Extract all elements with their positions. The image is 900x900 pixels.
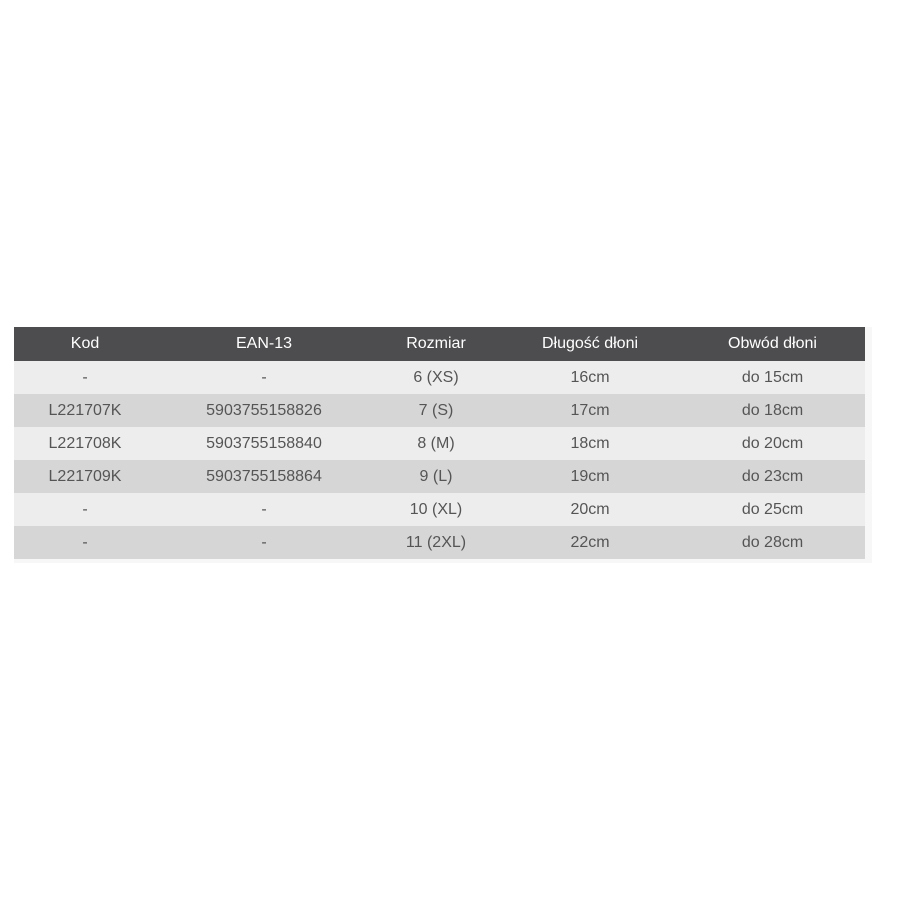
cell-rozmiar: 7 (S) [372, 394, 500, 427]
cell-ean: 5903755158840 [156, 427, 372, 460]
cell-dlugosc: 19cm [500, 460, 680, 493]
cell-obwod: do 23cm [680, 460, 865, 493]
cell-dlugosc: 17cm [500, 394, 680, 427]
cell-rozmiar: 8 (M) [372, 427, 500, 460]
cell-dlugosc: 20cm [500, 493, 680, 526]
cell-rozmiar: 11 (2XL) [372, 526, 500, 559]
cell-kod: - [14, 361, 156, 394]
cell-obwod: do 18cm [680, 394, 865, 427]
header-kod: Kod [14, 327, 156, 361]
cell-dlugosc: 18cm [500, 427, 680, 460]
header-dlugosc: Długość dłoni [500, 327, 680, 361]
size-table-container [14, 327, 872, 563]
cell-ean: - [156, 526, 372, 559]
table-row [14, 394, 865, 427]
cell-kod: L221708K [14, 427, 156, 460]
table-header-row [14, 327, 865, 361]
size-table [14, 327, 865, 559]
cell-dlugosc: 16cm [500, 361, 680, 394]
table-row [14, 361, 865, 394]
cell-dlugosc: 22cm [500, 526, 680, 559]
cell-kod: L221709K [14, 460, 156, 493]
table-row [14, 460, 865, 493]
cell-obwod: do 25cm [680, 493, 865, 526]
cell-ean: 5903755158864 [156, 460, 372, 493]
cell-ean: - [156, 493, 372, 526]
header-ean: EAN-13 [156, 327, 372, 361]
cell-ean: - [156, 361, 372, 394]
cell-ean: 5903755158826 [156, 394, 372, 427]
cell-kod: - [14, 493, 156, 526]
cell-obwod: do 28cm [680, 526, 865, 559]
cell-rozmiar: 6 (XS) [372, 361, 500, 394]
cell-kod: - [14, 526, 156, 559]
header-rozmiar: Rozmiar [372, 327, 500, 361]
table-row [14, 427, 865, 460]
cell-rozmiar: 10 (XL) [372, 493, 500, 526]
table-row [14, 526, 865, 559]
cell-obwod: do 15cm [680, 361, 865, 394]
table-row [14, 493, 865, 526]
cell-kod: L221707K [14, 394, 156, 427]
cell-rozmiar: 9 (L) [372, 460, 500, 493]
header-obwod: Obwód dłoni [680, 327, 865, 361]
cell-obwod: do 20cm [680, 427, 865, 460]
